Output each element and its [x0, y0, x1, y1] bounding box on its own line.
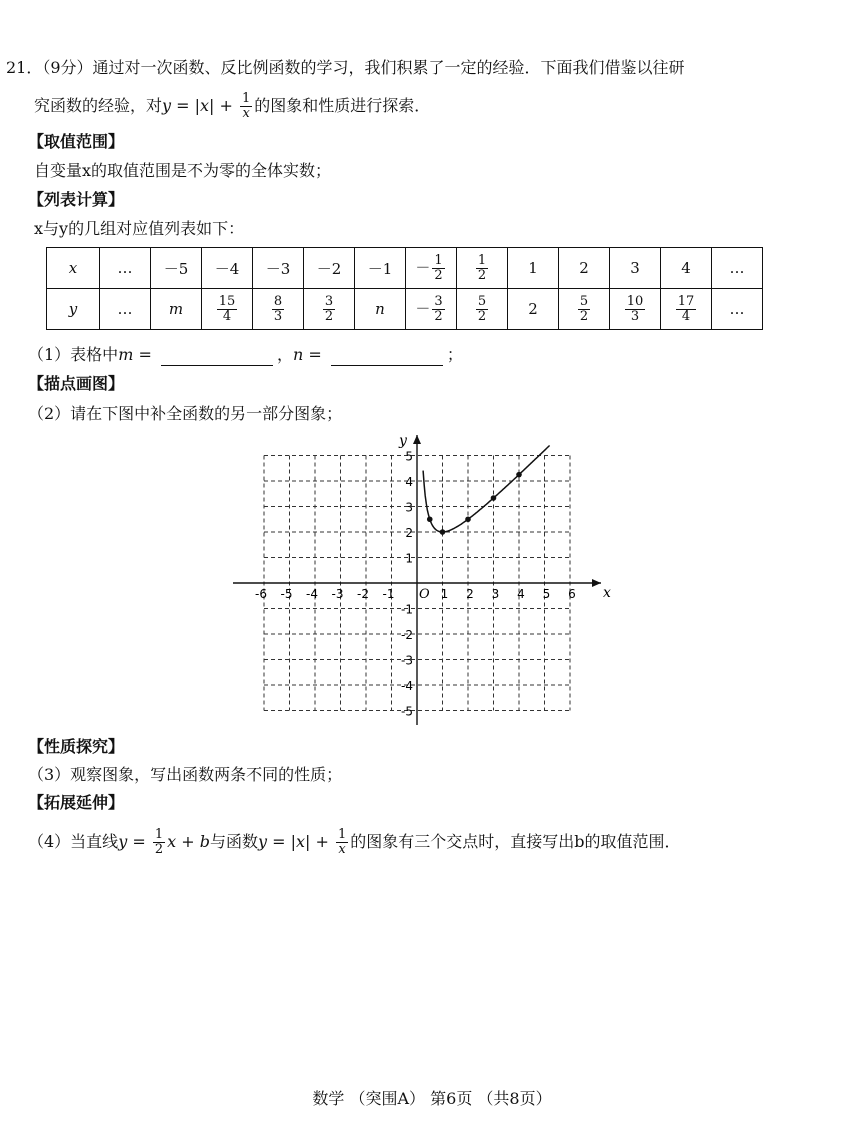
function-expression: y = |x| +	[162, 96, 239, 115]
q4-line	[28, 828, 680, 857]
table-cell: $\frac{5}{2}$	[457, 289, 508, 330]
value-table	[46, 247, 763, 330]
q4-prefix: （4）当直线	[28, 832, 119, 851]
section-props-title: 【性质探究】	[28, 737, 125, 756]
table-cell: －5	[151, 248, 202, 289]
plotted-point	[427, 516, 433, 522]
table-cell: $\frac{3}{2}$	[304, 289, 355, 330]
y-tick-label: 2	[405, 526, 413, 540]
q2-text: （2）请在下图中补全函数的另一部分图象；	[28, 404, 343, 423]
y-tick-label: -1	[401, 602, 413, 617]
question-line-1	[6, 57, 685, 79]
section-ext-title: 【拓展延伸】	[28, 793, 125, 812]
q4-func-fraction: $\frac{1}{x}$	[337, 827, 347, 857]
x-axis-arrow	[592, 579, 601, 587]
table-header-x: x	[47, 248, 100, 289]
table-cell: …	[712, 248, 763, 289]
q1-end: ；	[446, 345, 463, 364]
table-cell: $\frac{1}{2}$	[457, 248, 508, 289]
section-domain-title: 【取值范围】	[28, 132, 125, 151]
section-domain-text: 自变量x的取值范围是不为零的全体实数；	[34, 161, 332, 180]
table-cell: …	[712, 289, 763, 330]
plotted-point	[491, 495, 497, 501]
table-cell: 1	[508, 248, 559, 289]
y-tick-label: 3	[405, 500, 413, 515]
q1-m-label: m =	[118, 345, 157, 364]
q1-prefix: （1）表格中	[28, 345, 119, 364]
table-cell: 4	[661, 248, 712, 289]
table-cell: 2	[508, 289, 559, 330]
n-answer-blank[interactable]	[331, 349, 443, 366]
x-tick-label: 5	[542, 587, 551, 601]
x-tick-label: -6	[255, 587, 267, 601]
section-table-intro: x与y的几组对应值列表如下：	[34, 219, 245, 238]
q1-sep: ，	[276, 345, 293, 364]
q4-line-rhs: x + b	[167, 832, 210, 851]
q1-line	[28, 344, 463, 366]
y-tick-label: -5	[401, 704, 413, 719]
y-tick-label: 1	[405, 551, 413, 566]
table-header-y: y	[47, 289, 100, 330]
table-cell: 2	[559, 248, 610, 289]
x-tick-label: 6	[568, 587, 576, 601]
question-line-2	[34, 92, 430, 121]
x-tick-label: 1	[440, 587, 449, 601]
q4-mid: 与函数	[209, 832, 258, 851]
x-tick-label: 3	[491, 587, 500, 601]
q3-text: （3）观察图象，写出函数两条不同的性质；	[28, 765, 343, 784]
q4-func-lhs: y = |x| +	[257, 832, 334, 851]
question-intro-2b: 的图象和性质进行探索．	[254, 96, 431, 115]
table-cell: － $\frac{3}{2}$	[406, 289, 457, 330]
function-fraction: $\frac{1}{x}$	[242, 91, 251, 121]
x-tick-label: 4	[517, 587, 525, 601]
y-tick-label: 5	[405, 449, 413, 464]
page-footer: 数学 （突围A） 第6页 （共8页）	[312, 1089, 552, 1108]
table-cell: － $\frac{1}{2}$	[406, 248, 457, 289]
x-tick-label: -5	[280, 587, 293, 601]
table-cell: $\frac{15}{4}$	[202, 289, 253, 330]
x-tick-label: -4	[306, 587, 318, 601]
table-cell: …	[100, 248, 151, 289]
table-cell: m	[151, 289, 202, 330]
y-tick-label: -3	[401, 653, 413, 668]
coordinate-graph[interactable]	[225, 425, 625, 735]
section-plot-title: 【描点画图】	[28, 374, 125, 393]
plotted-point	[440, 529, 446, 535]
y-axis-label: y	[399, 433, 407, 449]
question-intro-1: 通过对一次函数、反比例函数的学习，我们积累了一定的经验．下面我们借鉴以往研	[92, 58, 685, 77]
x-tick-label: 2	[466, 587, 474, 601]
table-row-x	[47, 248, 763, 289]
question-number: 21．（9分）	[6, 58, 93, 77]
y-tick-label: -2	[401, 628, 413, 642]
q4-line-lhs: y =	[118, 832, 151, 851]
table-cell: 3	[610, 248, 661, 289]
table-cell: n	[355, 289, 406, 330]
y-tick-label: 4	[405, 475, 413, 489]
q4-half-fraction: $\frac{1}{2}$	[154, 827, 164, 857]
x-tick-label: -1	[382, 587, 395, 601]
table-cell: －1	[355, 248, 406, 289]
plotted-point	[516, 472, 522, 478]
table-cell: $\frac{5}{2}$	[559, 289, 610, 330]
table-cell: …	[100, 289, 151, 330]
table-cell: $\frac{8}{3}$	[253, 289, 304, 330]
section-table-title: 【列表计算】	[28, 190, 125, 209]
x-tick-label: -2	[357, 587, 369, 601]
plotted-point	[465, 516, 471, 522]
q1-n-label: n =	[292, 345, 327, 364]
table-cell: $\frac{17}{4}$	[661, 289, 712, 330]
x-tick-label: -3	[331, 587, 344, 601]
table-cell: －3	[253, 248, 304, 289]
table-cell: $\frac{10}{3}$	[610, 289, 661, 330]
question-intro-2a: 究函数的经验，对	[34, 96, 163, 115]
table-row-y	[47, 289, 763, 330]
table-cell: －2	[304, 248, 355, 289]
m-answer-blank[interactable]	[161, 349, 273, 366]
table-cell: －4	[202, 248, 253, 289]
q4-suffix: 的图象有三个交点时，直接写出b的取值范围．	[350, 832, 681, 851]
y-axis-arrow	[413, 435, 421, 444]
x-axis-label: x	[603, 585, 611, 601]
y-tick-label: -4	[401, 679, 413, 693]
origin-label: O	[419, 587, 430, 602]
